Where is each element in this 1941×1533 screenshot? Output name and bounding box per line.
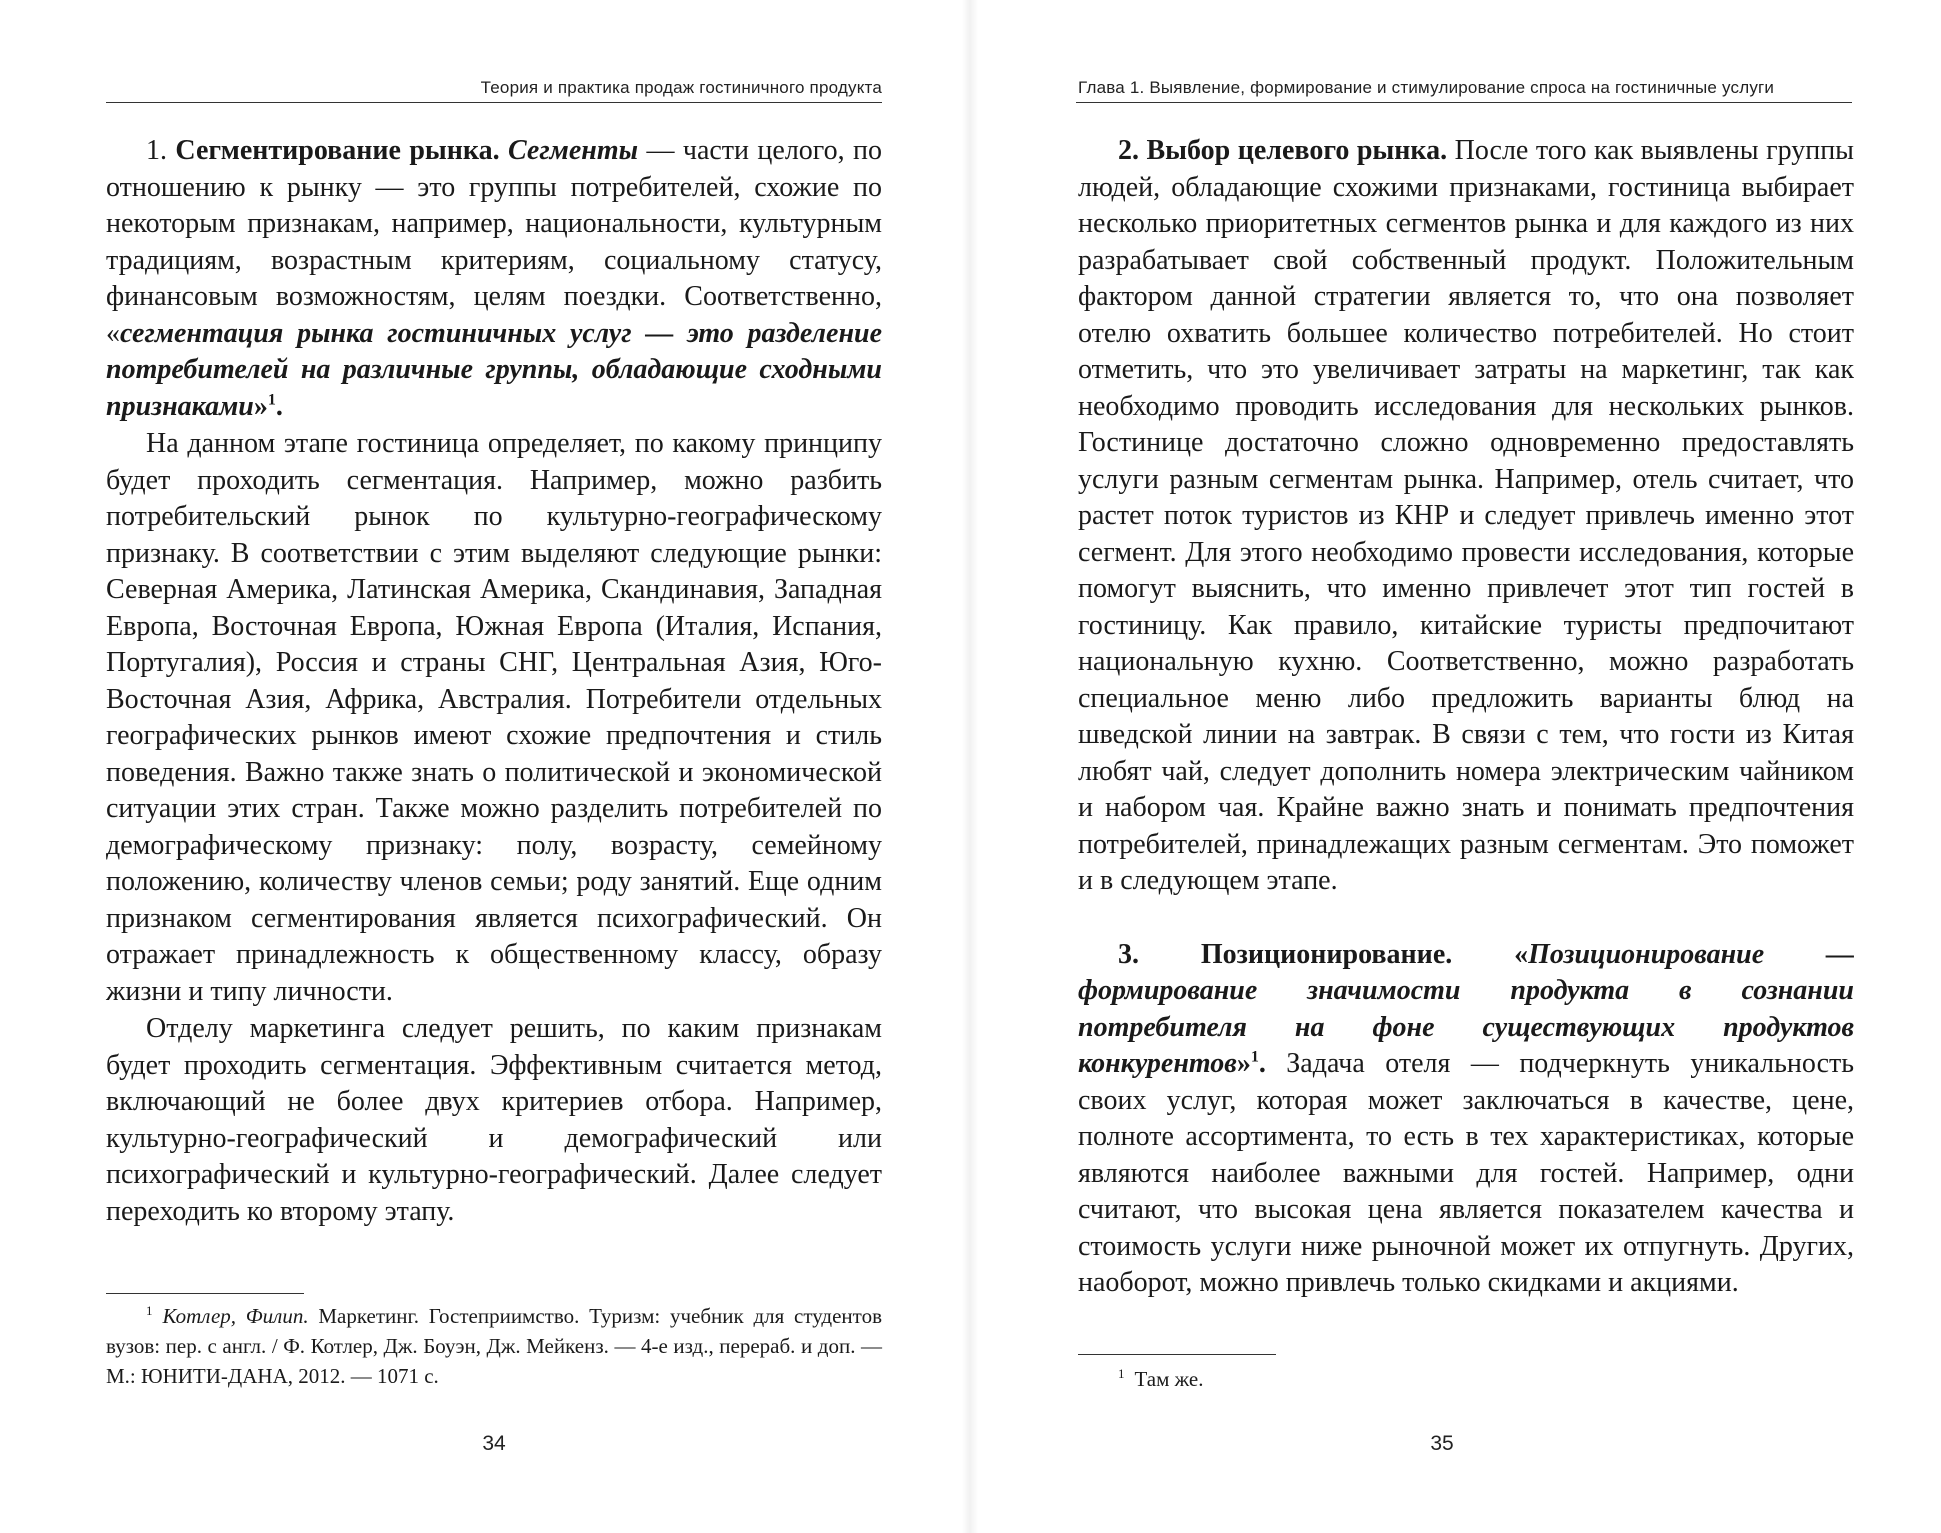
segmentation-text: — части целого, по отношению к рынку — это группы потребителей, схожие по некоторым признакам, например, национальности, культурным традициям, возрастным критериям, социальному статусу, финансовым возможностям, целям поездки. Соответственно, « (106, 135, 882, 349)
running-head-right: Глава 1. Выявление, формирование и стимулирование спроса на гостиничные услуги (1078, 78, 1775, 97)
quote-open: « (1452, 938, 1529, 970)
positioning-text: Задача отеля — подчеркнуть уникальность своих услуг, которая может заключаться в качестве, цене, полноте ассортимента, то есть в тех характеристиках, которые являются наиболее важными для гостей. Например, одни считают, что высокая цена является показателем качества и стоимость услуги ниже рыночной может их отпугнуть. Других, наоборот, можно привлечь только скидками и акциями. (1078, 1048, 1854, 1298)
footnote-ref-right: 1 (1250, 1048, 1259, 1066)
paragraph-target-market (1078, 133, 1854, 900)
footnote-ref: 1 (267, 391, 276, 409)
paragraph-segmentation (106, 133, 882, 425)
footnote-rule-right (1078, 1354, 1276, 1355)
header-rule-left (106, 102, 882, 103)
period-right: . (1258, 1048, 1266, 1079)
quote-close-right: » (1236, 1048, 1251, 1079)
definition-quote: сегментация рынка гостиничных услуг — это разделение потребителей на различные группы, обладающие сходными признаками (106, 317, 882, 422)
quote-close: » (253, 390, 268, 422)
footnote-citation: Маркетинг. Гостеприимство. Туризм: учебник для студентов вузов: пер. с англ. / Ф. Котлер, Дж. Боуэн, Дж. Мейкенз. — 4-е изд., перераб. и доп. — М.: ЮНИТИ-ДАНА, 2012. — 1071 с. (106, 1304, 882, 1388)
right-body-text (1078, 133, 1854, 1302)
footnote-left (106, 1301, 882, 1391)
paragraph-marketing: Отделу маркетинга следует решить, по каким признакам будет проходить сегментация. Эффективным считается метод, включающий не более двух критериев отбора. Например, культурно-географический и демографический или психографический и культурно-географический. Далее следует переходить ко второму этапу. (106, 1013, 882, 1227)
section-number: 1. (146, 135, 176, 166)
left-body-text (106, 133, 882, 1230)
left-page (0, 0, 970, 1533)
section-heading-target-market: 2. Выбор целевого рынка. (1118, 135, 1448, 166)
page-number-left: 34 (482, 1432, 506, 1455)
paragraph-criteria: На данном этапе гостиница определяет, по какому принципу будет проходить сегментация. Например, можно разбить потребительский рынок по культурно-географическому признаку. В соответствии с этим выделяют следующие рынки: Северная Америка, Латинская Америка, Скандинавия, Западная Европа, Восточная Европа, Южная Европа (Италия, Испания, Португалия), Россия и страны СНГ, Центральная Азия, Юго-Восточная Азия, Африка, Австралия. Потребители отдельных географических рынков имеют схожие предпочтения и стиль поведения. Важно также знать о политической и экономической ситуации этих стран. Также можно разделить потребителей по демографическому признаку: полу, возрасту, семейному положению, количеству членов семьи; роду занятий. Еще одним признаком сегментирования является психографический. Он отражает принадлежность к общественному классу, образу жизни и типу личности. (106, 428, 882, 1007)
positioning-quote: Позиционирование — формирование значимости продукта в сознании потребителя на фоне существующих продуктов конкурентов (1078, 938, 1854, 1079)
running-head-left: Теория и практика продаж гостиничного продукта (480, 78, 882, 97)
period: . (275, 390, 283, 422)
section-heading-positioning: 3. Позиционирование. (1118, 938, 1453, 970)
header-rule-right (1076, 102, 1852, 103)
footnote-marker: 1 (146, 1303, 153, 1318)
footnote-rule-left (106, 1293, 304, 1294)
footnote-author: Котлер, Филип. (162, 1304, 309, 1328)
page-number-right: 35 (1430, 1432, 1454, 1455)
footnote-ibid: Там же. (1134, 1367, 1204, 1391)
term-segments: Сегменты (508, 135, 639, 166)
paragraph-positioning (1078, 937, 1854, 1302)
right-page (970, 0, 1941, 1533)
footnote-right (1078, 1364, 1854, 1394)
target-market-text: После того как выявлены группы людей, обладающие схожими признаками, гостиница выбирает несколько приоритетных сегментов рынка и для каждого из них разрабатывает свой собственный продукт. Положительным фактором данной стратегии является то, что она позволяет отелю охватить большее количество потребителей. Но стоит отметить, что это увеличивает затраты на маркетинг, так как необходимо проводить исследования для нескольких рынков. Гостинице достаточно сложно одновременно предоставлять услуги разным сегментам рынка. Например, отель считает, что растет поток туристов из КНР и следует привлечь именно этот сегмент. Для этого необходимо провести исследования, которые помогут выяснить, что именно привлечет этот тип гостей в гостиницу. Как правило, китайские туристы предпочитают национальную кухню. Соответственно, можно разработать специальное меню либо предложить варианты блюд на шведской линии на завтрак. В связи с тем, что гости из Китая любят чай, следует дополнить номера электрическим чайником и набором чая. Крайне важно знать и понимать предпочтения потребителей, принадлежащих разным сегментам. Это поможет и в следующем этапе. (1078, 135, 1854, 896)
section-heading-segmentation: Сегментирование рынка. (175, 135, 500, 166)
footnote-marker-right: 1 (1118, 1366, 1125, 1381)
